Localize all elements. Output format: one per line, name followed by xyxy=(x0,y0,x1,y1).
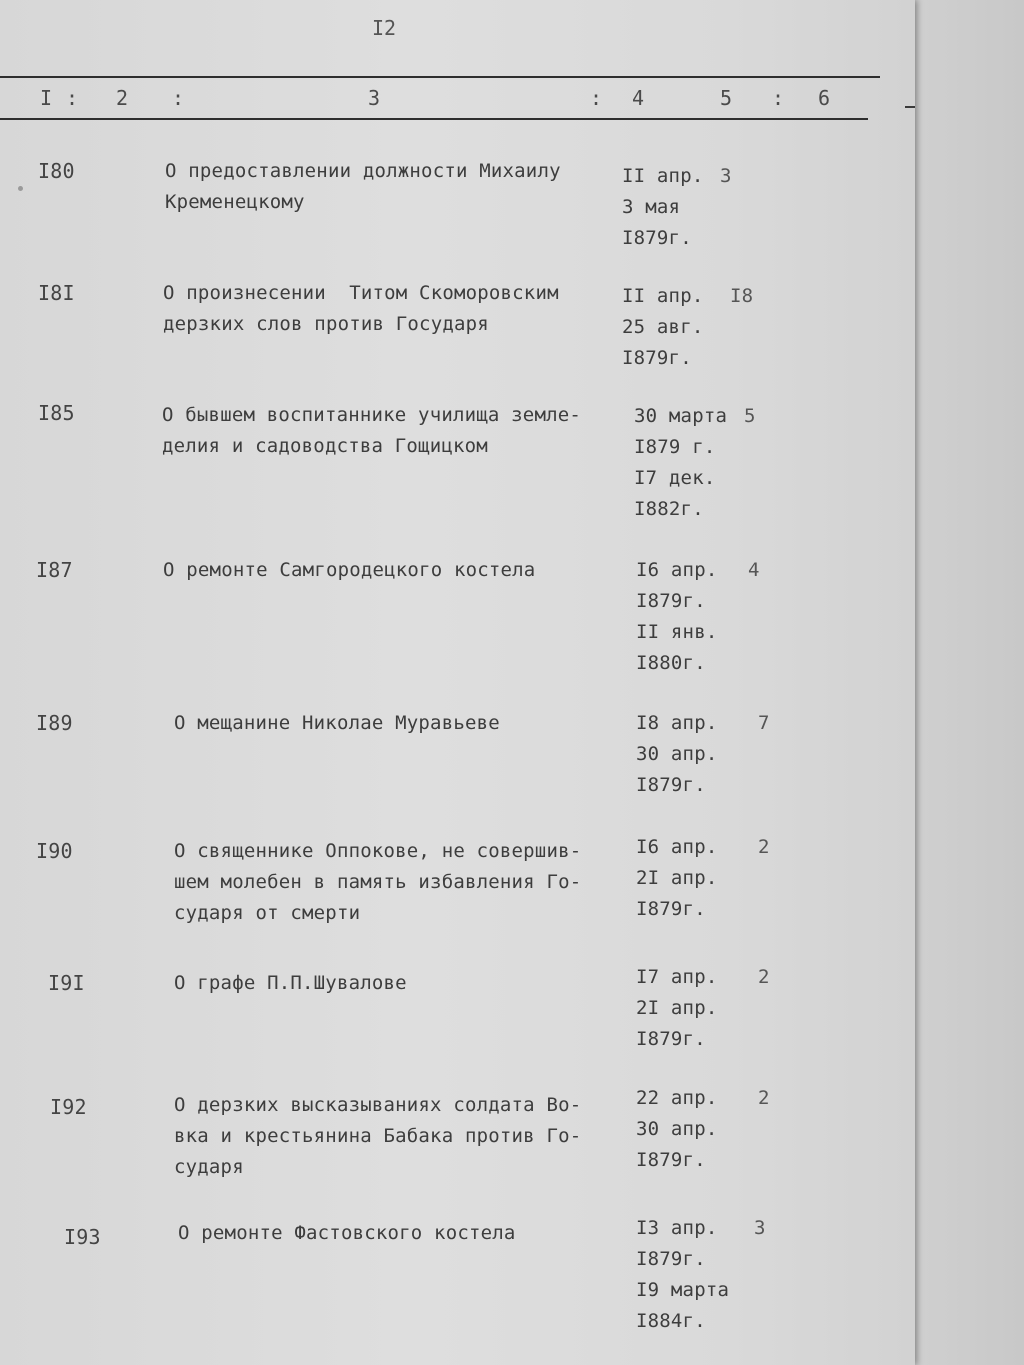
column-header-5: 5 xyxy=(720,86,733,110)
column-header-6: 6 xyxy=(818,86,831,110)
page-number: I2 xyxy=(372,16,397,40)
sheet-count: 3 xyxy=(754,1217,766,1239)
sheet-count: 7 xyxy=(758,712,770,734)
case-title-line: дерзких слов против Государя xyxy=(163,313,489,335)
sheet-count: I8 xyxy=(730,285,754,307)
header-top-rule xyxy=(0,76,880,78)
sheet-count: 2 xyxy=(758,836,770,858)
case-date-line: II янв. xyxy=(636,621,718,643)
case-title-line: О священнике Оппокове, не совершив- xyxy=(174,840,582,862)
column-separator: : xyxy=(66,86,79,110)
case-number: I85 xyxy=(38,401,75,425)
case-title-line: О дерзких высказываниях солдата Во- xyxy=(174,1094,582,1116)
sheet-count: 2 xyxy=(758,966,770,988)
case-date-line: I7 дек. xyxy=(634,467,716,489)
case-date-line: 2I апр. xyxy=(636,997,718,1019)
case-number: I80 xyxy=(38,159,75,183)
case-date-line: I879г. xyxy=(636,1149,706,1171)
case-date-line: I6 апр. xyxy=(636,559,718,581)
case-number: I87 xyxy=(36,558,73,582)
case-title-line: О мещанине Николае Муравьеве xyxy=(174,712,500,734)
case-number: I90 xyxy=(36,839,73,863)
header-bottom-rule xyxy=(0,118,868,120)
case-date-line: I879г. xyxy=(636,774,706,796)
sheet-count: 2 xyxy=(758,1087,770,1109)
sheet-count: 4 xyxy=(748,559,760,581)
case-number: I93 xyxy=(64,1225,101,1249)
case-date-line: I879г. xyxy=(636,1248,706,1270)
case-date-line: I7 апр. xyxy=(636,966,718,988)
column-header-3: 3 xyxy=(368,86,381,110)
case-date-line: I879г. xyxy=(636,590,706,612)
case-title-line: О графе П.П.Шувалове xyxy=(174,972,407,994)
case-date-line: I884г. xyxy=(636,1310,706,1332)
column-header-4: 4 xyxy=(632,86,645,110)
case-date-line: I880г. xyxy=(636,652,706,674)
case-date-line: I879г. xyxy=(622,227,692,249)
case-number: I92 xyxy=(50,1095,87,1119)
case-title-line: сударя от смерти xyxy=(174,902,361,924)
column-separator: : xyxy=(172,86,185,110)
case-date-line: 2I апр. xyxy=(636,867,718,889)
column-header-1: I xyxy=(40,86,53,110)
case-title-line: О бывшем воспитаннике училища земле- xyxy=(162,404,582,426)
header-rule-tick xyxy=(905,106,915,108)
case-number: I9I xyxy=(48,971,85,995)
sheet-count: 5 xyxy=(744,405,756,427)
case-date-line: II апр. xyxy=(622,285,704,307)
case-date-line: 25 авг. xyxy=(622,316,704,338)
case-title-line: О ремонте Самгородецкого костела xyxy=(163,559,536,581)
case-date-line: 30 марта xyxy=(634,405,728,427)
case-date-line: I6 апр. xyxy=(636,836,718,858)
case-title-line: делия и садоводства Гощицком xyxy=(162,435,488,457)
case-title-line: сударя xyxy=(174,1156,244,1178)
case-title-line: О предоставлении должности Михаилу xyxy=(165,160,561,182)
case-date-line: 22 апр. xyxy=(636,1087,718,1109)
case-title-line: О ремонте Фастовского костела xyxy=(178,1222,516,1244)
column-separator: : xyxy=(590,86,603,110)
case-date-line: I882г. xyxy=(634,498,704,520)
case-date-line: I8 апр. xyxy=(636,712,718,734)
case-title-line: О произнесении Титом Скоморовским xyxy=(163,282,559,304)
case-number: I89 xyxy=(36,711,73,735)
case-date-line: I9 марта xyxy=(636,1279,730,1301)
case-number: I8I xyxy=(38,281,75,305)
paper-speck xyxy=(18,186,23,191)
case-date-line: 30 апр. xyxy=(636,743,718,765)
case-date-line: I879 г. xyxy=(634,436,716,458)
sheet-count: 3 xyxy=(720,165,732,187)
case-title-line: вка и крестьянина Бабака против Го- xyxy=(174,1125,582,1147)
case-date-line: 30 апр. xyxy=(636,1118,718,1140)
case-date-line: I879г. xyxy=(622,347,692,369)
case-date-line: I879г. xyxy=(636,898,706,920)
case-date-line: 3 мая xyxy=(622,196,681,218)
column-header-2: 2 xyxy=(116,86,129,110)
case-title-line: шем молебен в память избавления Го- xyxy=(174,871,582,893)
case-date-line: I3 апр. xyxy=(636,1217,718,1239)
case-date-line: I879г. xyxy=(636,1028,706,1050)
case-date-line: II апр. xyxy=(622,165,704,187)
column-separator: : xyxy=(772,86,785,110)
case-title-line: Кременецкому xyxy=(165,191,305,213)
